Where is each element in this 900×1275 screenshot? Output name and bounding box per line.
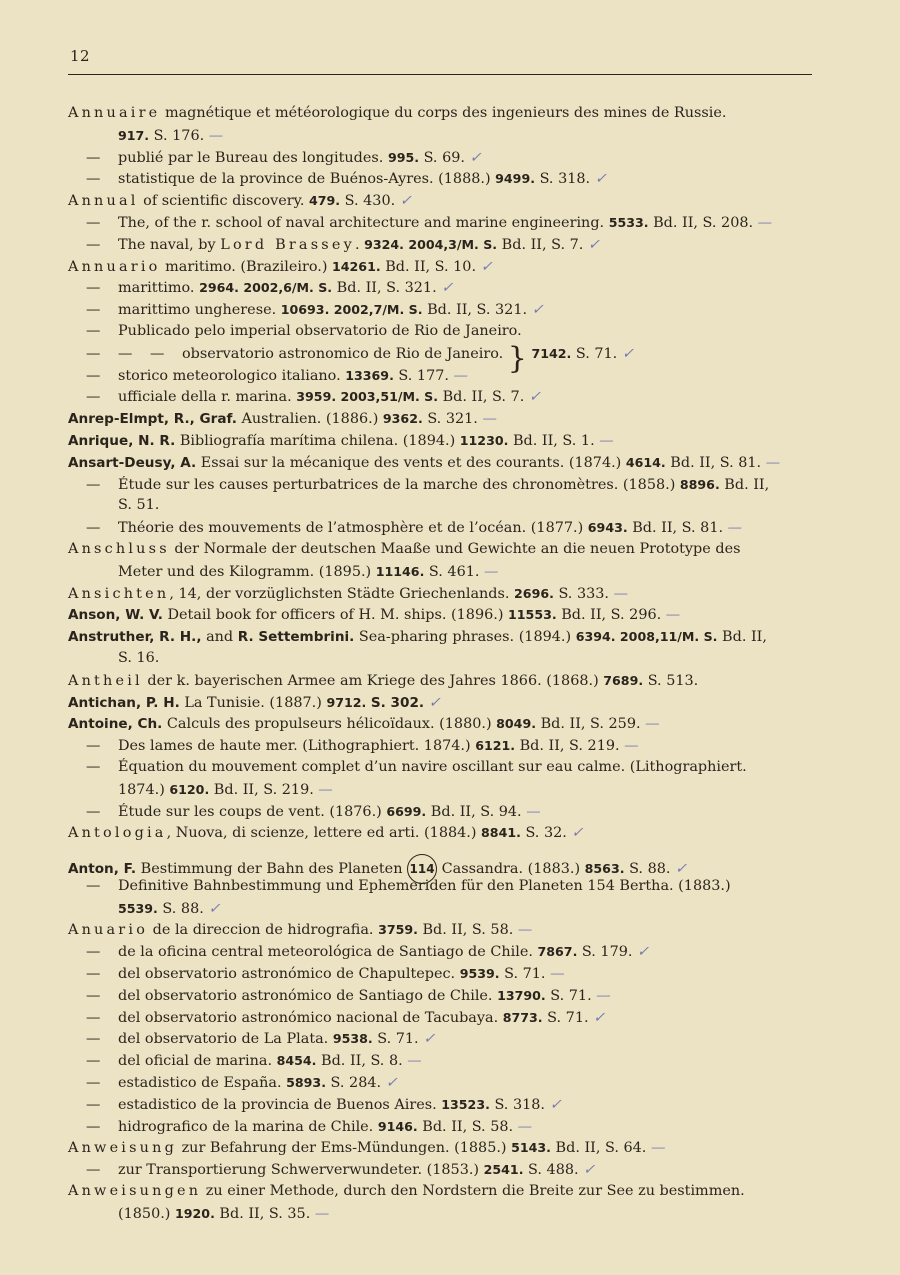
entry-line: Anton, F. Bestimmung der Bahn des Planeten 114 Cassandra. (1883.) 8563. S. 88. ✓	[68, 854, 814, 876]
entry-line: Meter und des Kilogramm. (1895.) 11146. S. 461. —	[118, 563, 499, 580]
entry-line: — del observatorio astronómico de Santiago de Chile. 13790. S. 71. —	[86, 987, 611, 1004]
entry-line: — del oficial de marina. 8454. Bd. II, S. 8. —	[86, 1053, 422, 1070]
entry-line: Anson, W. V. Detail book for officers of H. M. ships. (1896.) 11553. Bd. II, S. 296. —	[68, 607, 681, 624]
entry-line: — Étude sur les causes perturbatrices de la marche des chronomètres. (1858.) 8896. Bd. II,	[86, 476, 770, 493]
entry-line: 1874.) 6120. Bd. II, S. 219. —	[118, 781, 333, 798]
entry-line: Antologia, Nuova, di scienze, lettere ed arti. (1884.) 8841. S. 32. ✓	[68, 825, 584, 842]
entry-line: Anstruther, R. H., and R. Settembrini. Sea-pharing phrases. (1894.) 6394. 2008,11/M. S. Bd. II,	[68, 629, 767, 646]
entry-line: — hidrografico de la marina de Chile. 9146. Bd. II, S. 58. —	[86, 1118, 533, 1135]
entry-line: Ansart-Deusy, A. Essai sur la mécanique des vents et des courants. (1874.) 4614. Bd. II, S. 81. —	[68, 454, 781, 471]
entry-line: Antheil der k. bayerischen Armee am Kriege des Jahres 1866. (1868.) 7689. S. 513.	[68, 672, 699, 689]
entry-line: — Théorie des mouvements de l’atmosphère et de l’océan. (1877.) 6943. Bd. II, S. 81. —	[86, 520, 743, 537]
entry-line: (1850.) 1920. Bd. II, S. 35. —	[118, 1205, 330, 1222]
entry-line: Anweisungen zu einer Methode, durch den Nordstern die Breite zur See zu bestimmen.	[68, 1183, 745, 1200]
page-number: 12	[70, 47, 91, 65]
entry-line: — storico meteorologico italiano. 13369. S. 177. —	[86, 367, 468, 384]
entry-line: Antoine, Ch. Calculs des propulseurs hélicoïdaux. (1880.) 8049. Bd. II, S. 259. —	[68, 716, 660, 733]
entry-line: 5539. S. 88. ✓	[118, 900, 221, 917]
entry-line: Anrep-Elmpt, R., Graf. Australien. (1886.) 9362. S. 321. —	[68, 411, 497, 428]
entry-line: 917. S. 176. —	[118, 127, 224, 144]
entry-line: Annuario maritimo. (Brazileiro.) 14261. Bd. II, S. 10. ✓	[68, 258, 493, 275]
entry-line: Anuario de la direccion de hidrografia. 3759. Bd. II, S. 58. —	[68, 922, 533, 939]
entry-line: — marittimo. 2964. 2002,6/M. S. Bd. II, S. 321. ✓	[86, 280, 454, 297]
entry-line: — marittimo ungherese. 10693. 2002,7/M. S. Bd. II, S. 321. ✓	[86, 302, 544, 319]
entry-line: S. 16.	[118, 649, 160, 666]
entry-line: S. 51.	[118, 497, 160, 514]
entry-line: — Definitive Bahnbestimmung und Ephemeriden für den Planeten 154 Bertha. (1883.)	[86, 877, 731, 894]
entry-line: Antichan, P. H. La Tunisie. (1887.) 9712. S. 302. ✓	[68, 694, 441, 711]
entry-line: — del observatorio astronómico nacional de Tacubaya. 8773. S. 71. ✓	[86, 1009, 606, 1026]
entry-line: — de la oficina central meteorológica de Santiago de Chile. 7867. S. 179. ✓	[86, 944, 650, 961]
entry-line: — statistique de la province de Buénos-Ayres. (1888.) 9499. S. 318. ✓	[86, 171, 607, 188]
entry-line: — The, of the r. school of naval architecture and marine engineering. 5533. Bd. II, S. 208. —	[86, 214, 773, 231]
entry-line: — ufficiale della r. marina. 3959. 2003,51/M. S. Bd. II, S. 7. ✓	[86, 389, 541, 406]
entry-line: Anschluss der Normale der deutschen Maaße und Gewichte an die neuen Prototype des	[68, 540, 741, 557]
entry-line: Anrique, N. R. Bibliografía marítima chilena. (1894.) 11230. Bd. II, S. 1. —	[68, 432, 614, 449]
entry-line: — Des lames de haute mer. (Lithographiert. 1874.) 6121. Bd. II, S. 219. —	[86, 738, 639, 755]
index-entries	[68, 103, 814, 1225]
entry-line: Annual of scientific discovery. 479. S. 430. ✓	[68, 193, 412, 210]
entry-line: — estadistico de la provincia de Buenos Aires. 13523. S. 318. ✓	[86, 1096, 562, 1113]
entry-line: — del observatorio de La Plata. 9538. S. 71. ✓	[86, 1031, 436, 1048]
entry-line: Anweisung zur Befahrung der Ems-Mündungen. (1885.) 5143. Bd. II, S. 64. —	[68, 1140, 666, 1157]
entry-line: — Équation du mouvement complet d’un navire oscillant sur eau calme. (Lithographiert.	[86, 758, 747, 775]
entry-line: — The naval, by Lord Brassey. 9324. 2004,3/M. S. Bd. II, S. 7. ✓	[86, 236, 600, 253]
entry-line: — zur Transportierung Schwerverwundeter. (1853.) 2541. S. 488. ✓	[86, 1162, 596, 1179]
entry-line: — — — observatorio astronomico de Rio de Janeiro. } 7142. S. 71. ✓	[86, 340, 634, 376]
entry-line: Annuaire magnétique et météorologique du corps des ingenieurs des mines de Russie.	[68, 105, 727, 121]
header-rule	[68, 74, 812, 75]
entry-line: — estadistico de España. 5893. S. 284. ✓	[86, 1075, 398, 1092]
entry-line: Ansichten, 14, der vorzüglichsten Städte Griechenlands. 2696. S. 333. —	[68, 585, 628, 602]
entry-line: — publié par le Bureau des longitudes. 995. S. 69. ✓	[86, 149, 482, 166]
entry-line: — Étude sur les coups de vent. (1876.) 6699. Bd. II, S. 94. —	[86, 803, 541, 820]
entry-line: — del observatorio astronómico de Chapultepec. 9539. S. 71. —	[86, 966, 565, 983]
entry-line: — Publicado pelo imperial observatorio de Rio de Janeiro.	[86, 322, 522, 339]
